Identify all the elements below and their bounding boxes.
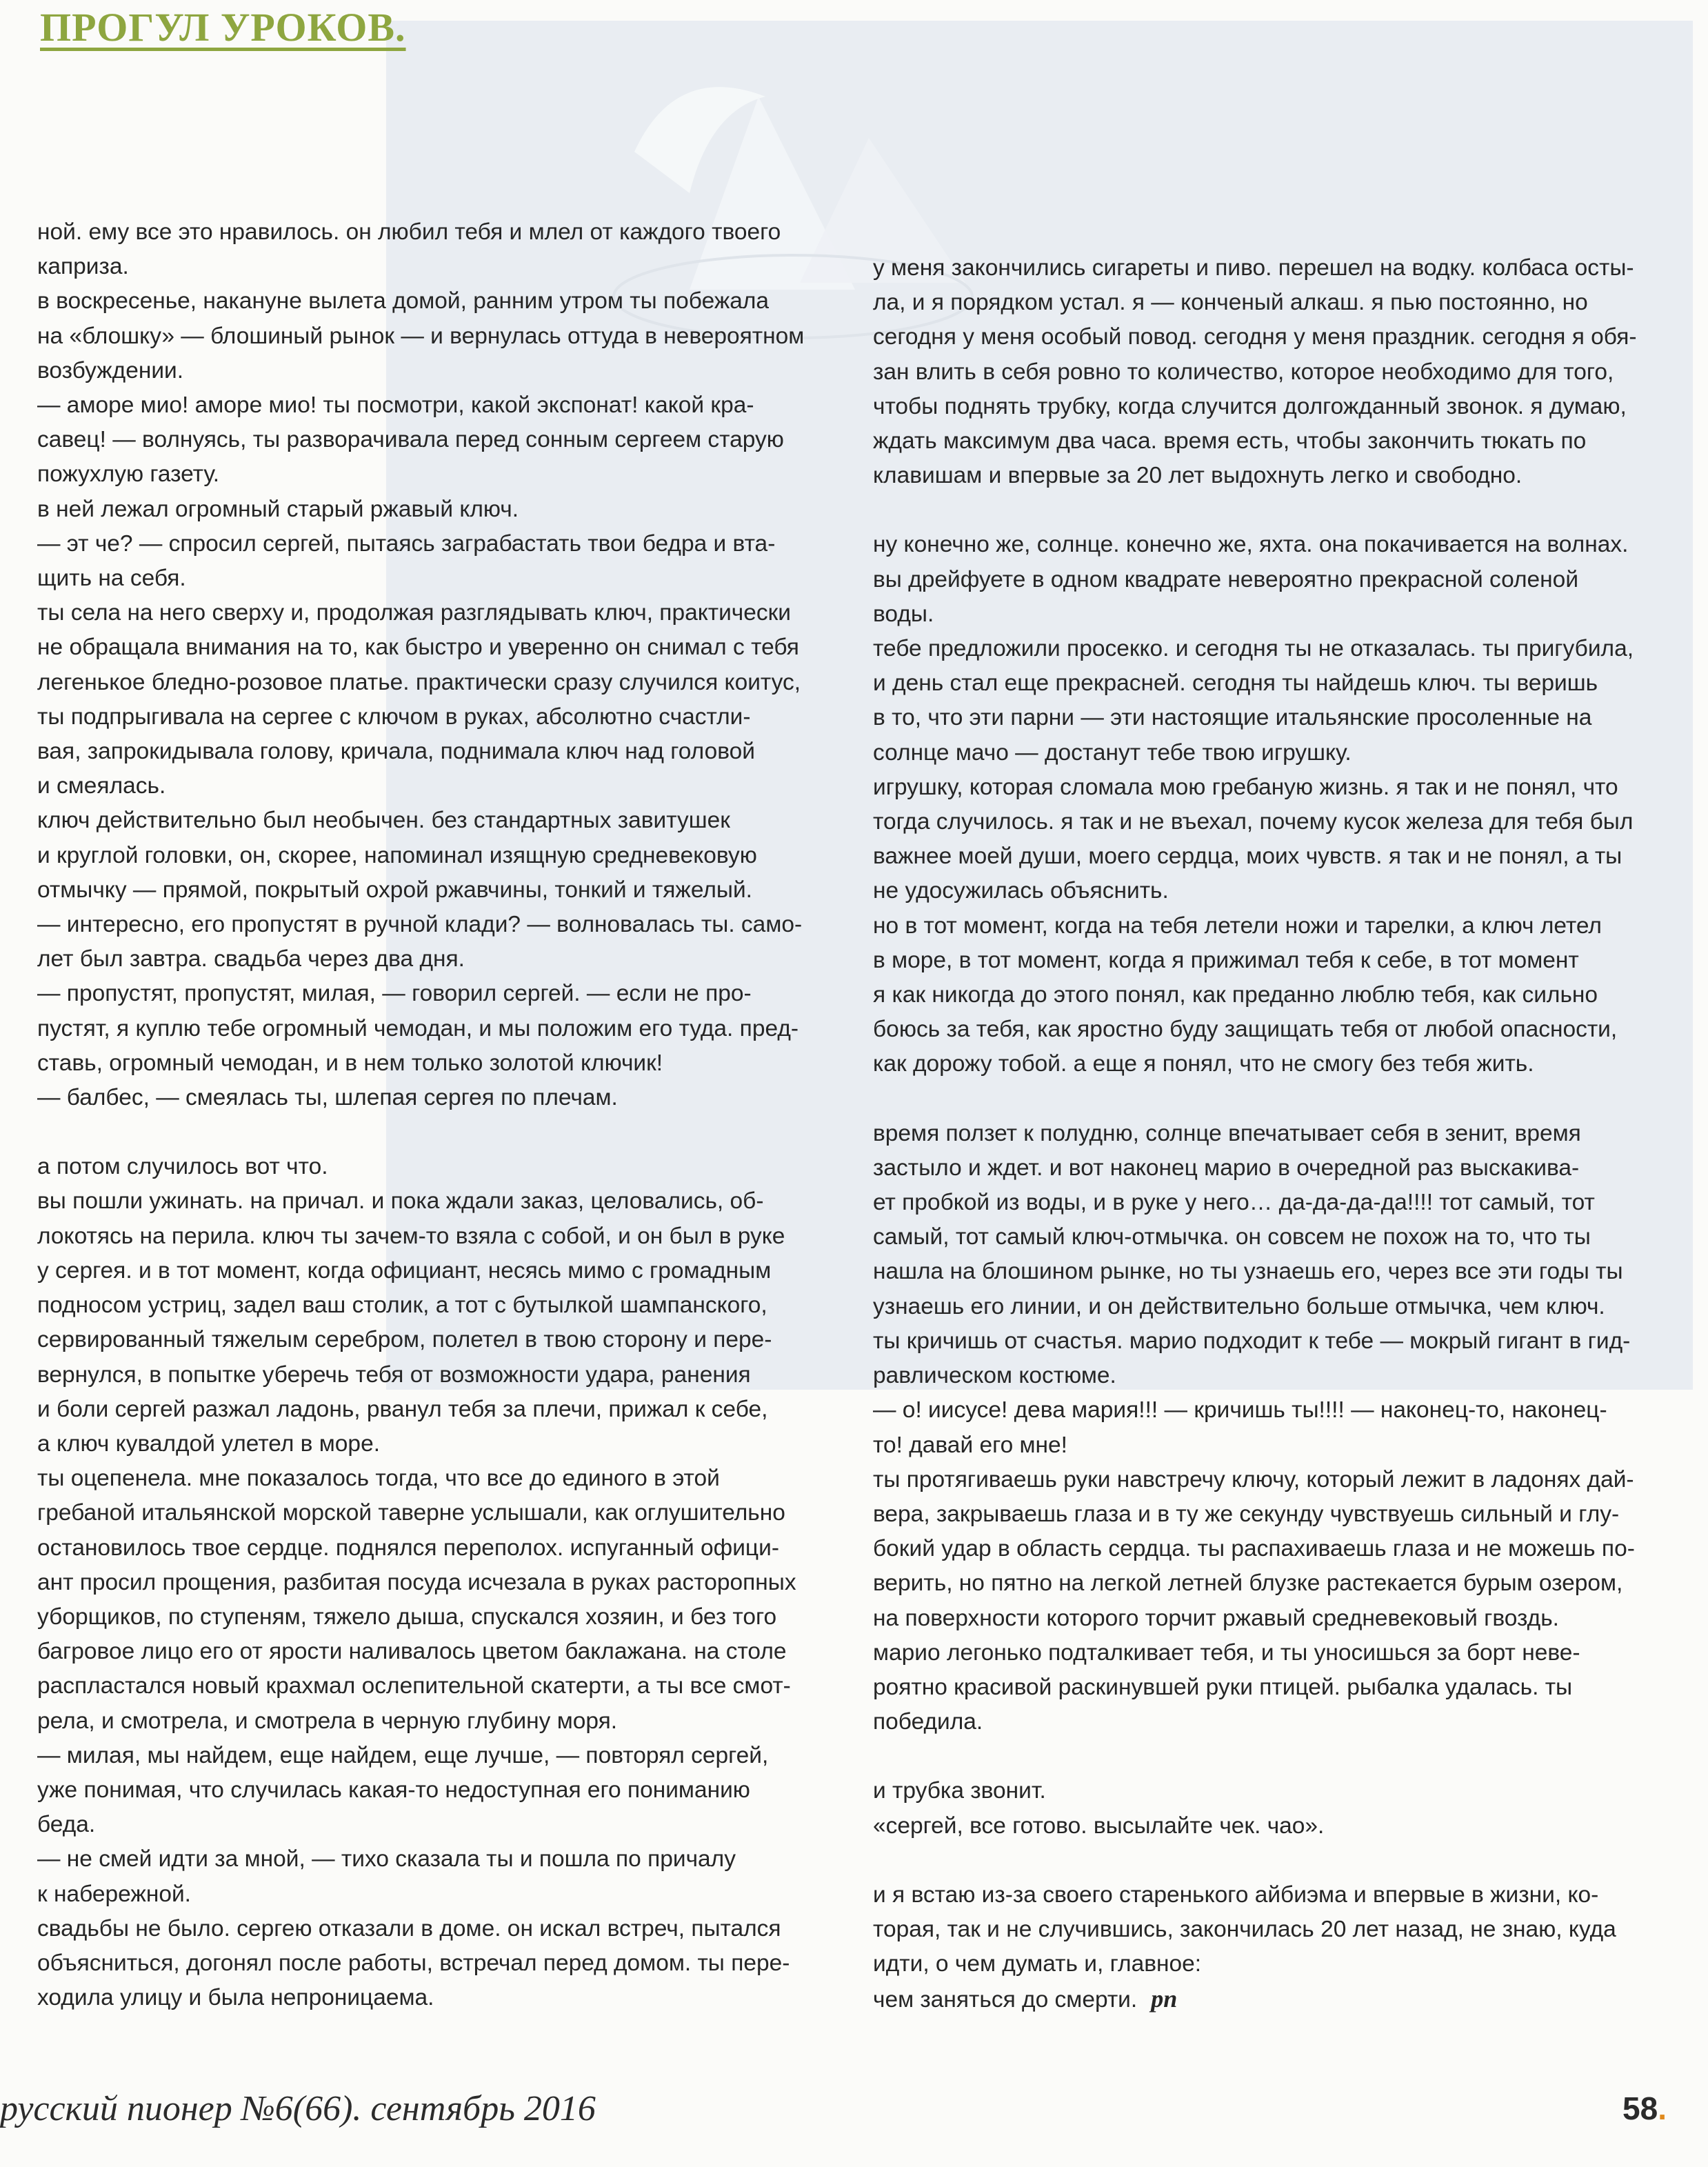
right-text-block-1: у меня закончились сигареты и пиво. перешел на водку. колбаса осты- ла, и я порядком устал. я — конченый алкаш. я пью постоянно, но сегодня у меня особый повод. сегодня у меня праздник. сегодня я обя- зан влить в себя ровно то количество, которое необходимо для того, чтобы поднять трубку, когда случится долгожданный звонок. я думаю, ждать максимум два часа. время есть, чтобы закончить тюкать по клавишам и впервые за 20 лет выдохнуть легко и свободно. xyxy=(873,255,1637,489)
left-column xyxy=(37,215,837,2015)
right-text-block-5 xyxy=(873,1878,1666,2018)
closing-text: и я встаю из-за своего старенького айбиэма и впервые в жизни, ко- торая, так и не случившись, закончилась 20 лет назад, не знаю, куда идти, о чем думать и, главное: чем заняться до смерти. xyxy=(873,1881,1616,2013)
right-text-block-3: время ползет к полудню, солнце впечатывает себя в зенит, время застыло и ждет. и вот наконец марио в очередной раз выскакива- ет пробкой из воды, и в руке у него… да-да-да-да!!!! тот самый, тот самый, тот самый ключ-отмычка. он совсем не похож на то, что ты нашла на блошином рынке, но ты узнаешь его, через все эти годы ты узнаешь его линии, и он действительно больше отмычка, чем ключ. ты кричишь от счастья. марио подходит к тебе — мокрый гигант в гид- равлическом костюме. — о! иисусе! дева мария!!! — кричишь ты!!!! — наконец-то, наконец- то! давай его мне! ты протягиваешь руки навстречу ключу, который лежит в ладонях дай- вера, закрываешь глаза и в ту же секунду чувствуешь сильный и глу- бокий удар в область сердца. ты распахиваешь глаза и не можешь по- верить, но пятно на легкой летней блузке растекается бурым озером, на поверхности которого торчит ржавый средневековый гвоздь. марио легонько подталкивает тебя, и ты уносишься за борт неве- роятно красивой раскинувшей руки птицей. рыбалка удалась. ты победила. xyxy=(873,1120,1635,1735)
page-number-dot: . xyxy=(1658,2090,1667,2126)
right-text-block-4: и трубка звонит. «сергей, все готово. высылайте чек. чао». xyxy=(873,1778,1325,1839)
page-number-container xyxy=(1622,2090,1667,2127)
footer-magazine-line: русский пионер №6(66). сентябрь 2016 xyxy=(0,2089,596,2128)
page-number: 58 xyxy=(1622,2090,1658,2126)
right-text-block-2: ну конечно же, солнце. конечно же, яхта. она покачивается на волнах. вы дрейфуете в одном квадрате невероятно прекрасной соленой воды. тебе предложили просекко. и сегодня ты не отказалась. ты пригубила, и день стал еще прекрасней. сегодня ты найдешь ключ. ты веришь в то, что эти парни — эти настоящие итальянские просоленные на солнце мачо — достанут тебе твою игрушку. игрушку, которая сломала мою гребаную жизнь. я так и не понял, что тогда случилось. я так и не въехал, почему кусок железа для тебя был важнее моей души, моего сердца, моих чувств. я так и не понял, а ты не удосужилась объяснить. но в тот момент, когда на тебя летели ножи и тарелки, а ключ летел в море, в тот момент, когда я прижимал тебя к себе, в тот момент я как никогда до этого понял, как преданно люблю тебя, как сильно боюсь за тебя, как яростно буду защищать тебя от любой опасности, как дорожу тобой. а еще я понял, что не смогу без тебя жить. xyxy=(873,532,1634,1077)
right-column xyxy=(873,251,1666,2018)
left-text-block-1: ной. ему все это нравилось. он любил тебя и млел от каждого твоего каприза. в воскресенье, накануне вылета домой, ранним утром ты побежала на «блошку» — блошиный рынок — и вернулась оттуда в невероятном возбуждении. — аморе мио! аморе мио! ты посмотри, какой экспонат! какой кра- савец! — волнуясь, ты разворачивала перед сонным сергеем старую пожухлую газету. в ней лежал огромный старый ржавый ключ. — эт че? — спросил сергей, пытаясь заграбастать твои бедра и вта- щить на себя. ты села на него сверху и, продолжая разглядывать ключ, практически не обращала внимания на то, как быстро и уверенно он снимал с тебя легенькое бледно-розовое платье. практически сразу случился коитус, ты подпрыгивала на сергее с ключом в руках, абсолютно счастли- вая, запрокидывала голову, кричала, поднимала ключ над головой и смеялась. ключ действительно был необычен. без стандартных завитушек и круглой головки, он, скорее, напоминал изящную средневековую отмычку — прямой, покрытый охрой ржавчины, тонкий и тяжелый. — интересно, его пропустят в ручной клади? — волновалась ты. само- лет был завтра. свадьба через два дня. — пропустят, пропустят, милая, — говорил сергей. — если не про- пустят, я куплю тебе огромный чемодан, и мы положим его туда. пред- ставь, огромный чемодан, и в нем только золотой ключик! — балбес, — смеялась ты, шлепая сергея по плечам. xyxy=(37,219,805,1111)
section-title: ПРОГУЛ УРОКОВ. xyxy=(40,5,406,50)
left-text-block-2: а потом случилось вот что. вы пошли ужинать. на причал. и пока ждали заказ, целовались, об- локотясь на перила. ключ ты зачем-то взяла с собой, и он был в руке у сергея. и в тот момент, когда официант, несясь мимо с громадным подносом устриц, задел ваш столик, а тот с бутылкой шампанского, сервированный тяжелым серебром, полетел в твою сторону и пере- вернулся, в попытке уберечь тебя от возможности удара, ранения и боли сергей разжал ладонь, рванул тебя за плечи, прижал к себе, а ключ кувалдой улетел в море. ты оцепенела. мне показалось тогда, что все до единого в этой гребаной итальянской морской таверне услышали, как оглушительно остановилось твое сердце. поднялся переполох. испуганный офици- ант просил прощения, разбитая посуда исчезала в руках расторопных уборщиков, по ступеням, тяжело дыша, спускался хозяин, и без того багровое лицо его от ярости наливалось цветом баклажана. на столе распластался новый крахмал ослепительной скатерти, а ты все смот- рела, и смотрела, и смотрела в черную глубину моря. — милая, мы найдем, еще найдем, еще лучше, — повторял сергей, уже понимая, что случилась какая-то недоступная его пониманию беда. — не смей идти за мной, — тихо сказала ты и пошла по причалу к набережной. свадьбы не было. сергею отказали в доме. он искал встреч, пытался объясниться, догонял после работы, встречал перед домом. ты пере- ходила улицу и была непроницаема. xyxy=(37,1154,796,2011)
signoff-mark: рп xyxy=(1151,1985,1178,2013)
